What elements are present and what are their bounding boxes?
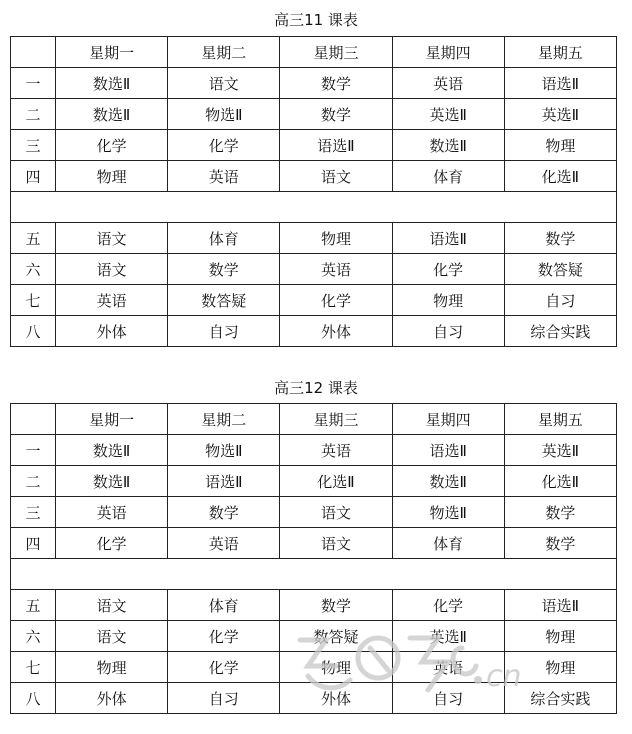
class-cell: 数学 bbox=[168, 254, 280, 285]
period-label: 三 bbox=[11, 130, 56, 161]
class-cell: 英语 bbox=[56, 285, 168, 316]
class-cell: 自习 bbox=[168, 683, 280, 714]
class-cell: 物理 bbox=[504, 621, 616, 652]
lunch-break-row bbox=[11, 559, 617, 590]
class-cell: 化学 bbox=[280, 285, 392, 316]
class-cell: 数学 bbox=[280, 68, 392, 99]
class-cell: 综合实践 bbox=[504, 316, 616, 347]
class-cell: 英语 bbox=[56, 497, 168, 528]
class-cell: 数选Ⅱ bbox=[56, 435, 168, 466]
lunch-break-cell bbox=[11, 192, 617, 223]
day-header: 星期四 bbox=[392, 37, 504, 68]
class-cell: 数学 bbox=[504, 223, 616, 254]
day-header: 星期二 bbox=[168, 404, 280, 435]
class-cell: 英选Ⅱ bbox=[504, 435, 616, 466]
class-cell: 化学 bbox=[168, 652, 280, 683]
class-cell: 语文 bbox=[56, 254, 168, 285]
period-row bbox=[11, 683, 617, 714]
period-label: 六 bbox=[11, 254, 56, 285]
class-cell: 化学 bbox=[56, 528, 168, 559]
period-row bbox=[11, 223, 617, 254]
class-cell: 英语 bbox=[280, 254, 392, 285]
class-cell: 体育 bbox=[392, 161, 504, 192]
svg-text:cn: cn bbox=[486, 659, 522, 694]
class-cell: 英选Ⅱ bbox=[392, 99, 504, 130]
day-header: 星期五 bbox=[504, 404, 616, 435]
period-label: 八 bbox=[11, 683, 56, 714]
class-cell: 化学 bbox=[392, 590, 504, 621]
day-header: 星期二 bbox=[168, 37, 280, 68]
class-cell: 物选Ⅱ bbox=[392, 497, 504, 528]
class-cell: 外体 bbox=[56, 683, 168, 714]
class-cell: 物理 bbox=[392, 285, 504, 316]
class-cell: 数学 bbox=[504, 528, 616, 559]
period-label: 一 bbox=[11, 435, 56, 466]
period-row bbox=[11, 466, 617, 497]
period-label: 八 bbox=[11, 316, 56, 347]
class-cell: 语选Ⅱ bbox=[504, 68, 616, 99]
class-cell: 语选Ⅱ bbox=[392, 435, 504, 466]
class-cell: 英语 bbox=[392, 68, 504, 99]
class-cell: 语文 bbox=[280, 528, 392, 559]
class-cell: 外体 bbox=[280, 683, 392, 714]
class-cell: 化学 bbox=[168, 621, 280, 652]
class-cell: 语文 bbox=[168, 68, 280, 99]
class-cell: 化选Ⅱ bbox=[504, 466, 616, 497]
period-label: 六 bbox=[11, 621, 56, 652]
class-cell: 自习 bbox=[168, 316, 280, 347]
period-label: 三 bbox=[11, 497, 56, 528]
class-cell: 综合实践 bbox=[504, 683, 616, 714]
period-label: 五 bbox=[11, 223, 56, 254]
class-cell: 英语 bbox=[280, 435, 392, 466]
class-cell: 语文 bbox=[280, 497, 392, 528]
day-header: 星期一 bbox=[56, 404, 168, 435]
class-cell: 英选Ⅱ bbox=[504, 99, 616, 130]
lunch-break-cell bbox=[11, 559, 617, 590]
class-cell: 数答疑 bbox=[280, 621, 392, 652]
class-cell: 数学 bbox=[504, 497, 616, 528]
period-row bbox=[11, 130, 617, 161]
day-header: 星期三 bbox=[280, 37, 392, 68]
timetable-2-title: 高三12 课表 bbox=[274, 379, 358, 397]
class-cell: 物理 bbox=[56, 652, 168, 683]
class-cell: 数选Ⅱ bbox=[56, 99, 168, 130]
class-cell: 外体 bbox=[56, 316, 168, 347]
class-cell: 英语 bbox=[168, 528, 280, 559]
period-row bbox=[11, 497, 617, 528]
timetable-2 bbox=[10, 403, 617, 714]
period-row bbox=[11, 68, 617, 99]
period-row bbox=[11, 316, 617, 347]
class-cell: 化学 bbox=[392, 254, 504, 285]
class-cell: 数选Ⅱ bbox=[56, 68, 168, 99]
corner-cell bbox=[11, 37, 56, 68]
class-cell: 外体 bbox=[280, 316, 392, 347]
class-cell: 物理 bbox=[504, 652, 616, 683]
class-cell: 化选Ⅱ bbox=[280, 466, 392, 497]
class-cell: 物理 bbox=[280, 652, 392, 683]
period-row bbox=[11, 435, 617, 466]
class-cell: 语文 bbox=[56, 621, 168, 652]
class-cell: 物理 bbox=[280, 223, 392, 254]
class-cell: 数答疑 bbox=[168, 285, 280, 316]
class-cell: 英选Ⅱ bbox=[392, 621, 504, 652]
class-cell: 语选Ⅱ bbox=[280, 130, 392, 161]
timetable-1 bbox=[10, 36, 617, 347]
class-cell: 语文 bbox=[56, 223, 168, 254]
period-row bbox=[11, 652, 617, 683]
class-cell: 语文 bbox=[280, 161, 392, 192]
corner-cell bbox=[11, 404, 56, 435]
header-row bbox=[11, 37, 617, 68]
class-cell: 物选Ⅱ bbox=[168, 99, 280, 130]
class-cell: 语选Ⅱ bbox=[392, 223, 504, 254]
period-row bbox=[11, 254, 617, 285]
period-label: 五 bbox=[11, 590, 56, 621]
class-cell: 体育 bbox=[168, 590, 280, 621]
period-label: 七 bbox=[11, 652, 56, 683]
lunch-break-row bbox=[11, 192, 617, 223]
period-label: 四 bbox=[11, 528, 56, 559]
class-cell: 数答疑 bbox=[504, 254, 616, 285]
period-row bbox=[11, 161, 617, 192]
header-row bbox=[11, 404, 617, 435]
period-label: 二 bbox=[11, 99, 56, 130]
class-cell: 数选Ⅱ bbox=[56, 466, 168, 497]
class-cell: 数选Ⅱ bbox=[392, 130, 504, 161]
class-cell: 自习 bbox=[392, 316, 504, 347]
class-cell: 体育 bbox=[392, 528, 504, 559]
period-row bbox=[11, 590, 617, 621]
class-cell: 英语 bbox=[392, 652, 504, 683]
class-cell: 化学 bbox=[168, 130, 280, 161]
class-cell: 自习 bbox=[504, 285, 616, 316]
period-label: 四 bbox=[11, 161, 56, 192]
class-cell: 物选Ⅱ bbox=[168, 435, 280, 466]
period-label: 二 bbox=[11, 466, 56, 497]
period-row bbox=[11, 99, 617, 130]
day-header: 星期一 bbox=[56, 37, 168, 68]
class-cell: 语文 bbox=[56, 590, 168, 621]
class-cell: 化学 bbox=[56, 130, 168, 161]
timetable-1-title: 高三11 课表 bbox=[274, 11, 358, 29]
period-label: 七 bbox=[11, 285, 56, 316]
class-cell: 物理 bbox=[504, 130, 616, 161]
period-label: 一 bbox=[11, 68, 56, 99]
class-cell: 体育 bbox=[168, 223, 280, 254]
period-row bbox=[11, 528, 617, 559]
class-cell: 数选Ⅱ bbox=[392, 466, 504, 497]
class-cell: 化选Ⅱ bbox=[504, 161, 616, 192]
class-cell: 物理 bbox=[56, 161, 168, 192]
class-cell: 数学 bbox=[280, 99, 392, 130]
day-header: 星期三 bbox=[280, 404, 392, 435]
class-cell: 自习 bbox=[392, 683, 504, 714]
class-cell: 数学 bbox=[280, 590, 392, 621]
class-cell: 数学 bbox=[168, 497, 280, 528]
period-row bbox=[11, 285, 617, 316]
day-header: 星期五 bbox=[504, 37, 616, 68]
class-cell: 英语 bbox=[168, 161, 280, 192]
day-header: 星期四 bbox=[392, 404, 504, 435]
class-cell: 语选Ⅱ bbox=[504, 590, 616, 621]
class-cell: 语选Ⅱ bbox=[168, 466, 280, 497]
period-row bbox=[11, 621, 617, 652]
